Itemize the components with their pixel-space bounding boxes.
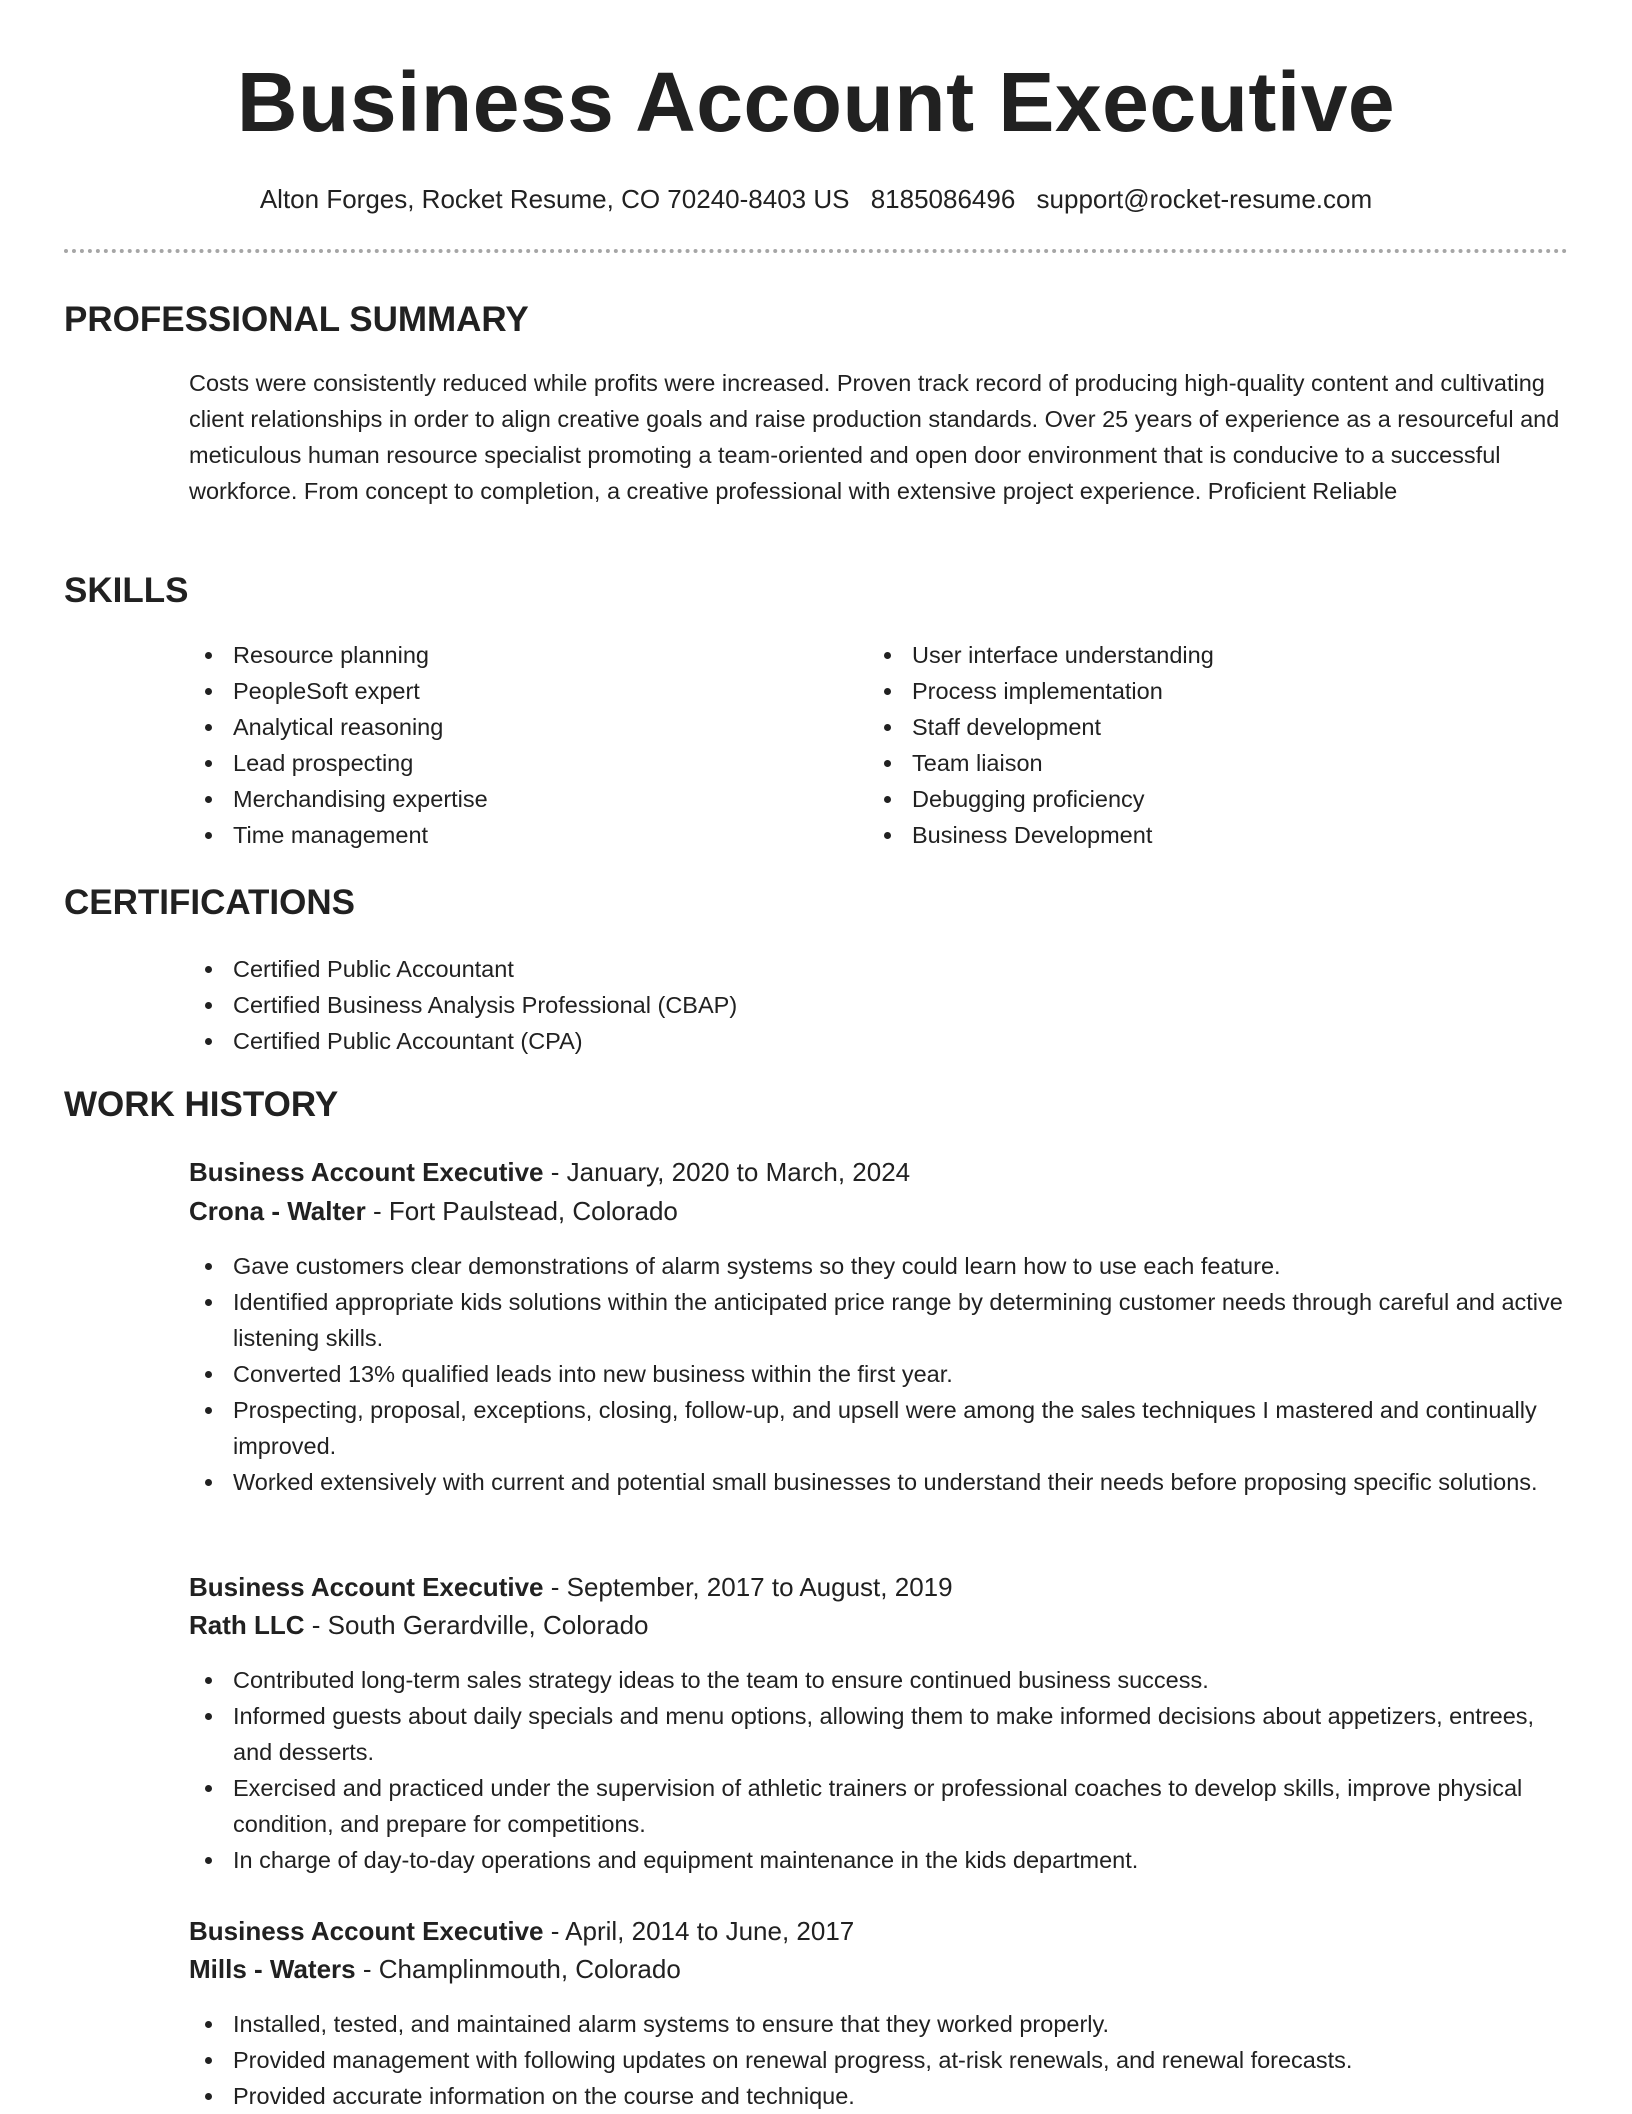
job-bullet: Contributed long-term sales strategy ideas to the team to ensure continued business success. (189, 1662, 1569, 1698)
contact-email: support@rocket-resume.com (1036, 184, 1373, 214)
skill-item: Resource planning (189, 637, 829, 673)
summary-heading: PROFESSIONAL SUMMARY (64, 300, 529, 339)
skill-item: Time management (189, 817, 829, 853)
header-divider (64, 249, 1568, 253)
job-company-line (189, 1950, 681, 1988)
work-history-heading: WORK HISTORY (64, 1085, 339, 1124)
job-location: - Champlinmouth, Colorado (355, 1954, 681, 1984)
job-role: Business Account Executive (189, 1572, 544, 1602)
skill-item: Merchandising expertise (189, 781, 829, 817)
candidate-name: Business Account Executive (236, 55, 1396, 149)
job-company-line (189, 1192, 678, 1230)
skill-item: Staff development (868, 709, 1508, 745)
contact-line (0, 182, 1632, 216)
job-bullet: Worked extensively with current and potential small businesses to understand their needs before proposing specific solutions. (189, 1464, 1569, 1500)
certification-item: Certified Public Accountant (CPA) (189, 1023, 1569, 1059)
skill-item: Business Development (868, 817, 1508, 853)
contact-address: Alton Forges, Rocket Resume, CO 70240-8403 US (259, 184, 850, 214)
job-company: Mills - Waters (189, 1954, 356, 1984)
skill-item: Lead prospecting (189, 745, 829, 781)
skill-item: Analytical reasoning (189, 709, 829, 745)
job-company: Rath LLC (189, 1610, 305, 1640)
job-bullet: Informed guests about daily specials and menu options, allowing them to make informed decisions about appetizers, entrees, and desserts. (189, 1698, 1569, 1770)
job-bullet: Prospecting, proposal, exceptions, closing, follow-up, and upsell were among the sales techniques I mastered and continually improved. (189, 1392, 1569, 1464)
job-bullet: Provided management with following updates on renewal progress, at-risk renewals, and renewal forecasts. (189, 2042, 1569, 2078)
job-location: - Fort Paulstead, Colorado (365, 1196, 678, 1226)
skill-item: Process implementation (868, 673, 1508, 709)
certification-item: Certified Business Analysis Professional (CBAP) (189, 987, 1569, 1023)
job-company-line (189, 1606, 649, 1644)
skill-item: User interface understanding (868, 637, 1508, 673)
skills-list-left (189, 637, 829, 853)
job-title-line (189, 1568, 953, 1606)
skill-item: Debugging proficiency (868, 781, 1508, 817)
job-dates: - September, 2017 to August, 2019 (543, 1572, 953, 1602)
job-dates: - January, 2020 to March, 2024 (543, 1157, 911, 1187)
job-bullet: Gave customers clear demonstrations of alarm systems so they could learn how to use each feature. (189, 1248, 1569, 1284)
job-bullet: In charge of day-to-day operations and equipment maintenance in the kids department. (189, 1842, 1569, 1878)
job-bullets (189, 1248, 1569, 1500)
contact-phone: 8185086496 (870, 184, 1016, 214)
skill-item: Team liaison (868, 745, 1508, 781)
job-title-line (189, 1153, 910, 1191)
job-location: - South Gerardville, Colorado (304, 1610, 649, 1640)
job-company: Crona - Walter (189, 1196, 366, 1226)
job-dates: - April, 2014 to June, 2017 (543, 1916, 855, 1946)
certifications-heading: CERTIFICATIONS (64, 883, 356, 922)
certifications-list (189, 951, 1569, 1059)
job-bullets (189, 1662, 1569, 1878)
job-bullet: Installed, tested, and maintained alarm systems to ensure that they worked properly. (189, 2006, 1569, 2042)
skills-list-right (868, 637, 1508, 853)
job-title-line (189, 1912, 854, 1950)
job-bullet: Converted 13% qualified leads into new business within the first year. (189, 1356, 1569, 1392)
skills-heading: SKILLS (64, 571, 189, 610)
job-bullet: Provided accurate information on the course and technique. (189, 2078, 1569, 2114)
job-bullets (189, 2006, 1569, 2114)
summary-text: Costs were consistently reduced while profits were increased. Proven track record of producing high-quality content and cultivating client relationships in order to align creative goals and raise production standards. Over 25 years of experience as a resourceful and meticulous human resource specialist promoting a team-oriented and open door environment that is conducive to a successful workforce. From concept to completion, a creative professional with extensive project experience. Proficient Reliable (189, 370, 1560, 504)
certification-item: Certified Public Accountant (189, 951, 1569, 987)
job-role: Business Account Executive (189, 1916, 544, 1946)
job-role: Business Account Executive (189, 1157, 544, 1187)
job-bullet: Exercised and practiced under the supervision of athletic trainers or professional coaches to develop skills, improve physical condition, and prepare for competitions. (189, 1770, 1569, 1842)
job-bullet: Identified appropriate kids solutions within the anticipated price range by determining customer needs through careful and active listening skills. (189, 1284, 1569, 1356)
skill-item: PeopleSoft expert (189, 673, 829, 709)
